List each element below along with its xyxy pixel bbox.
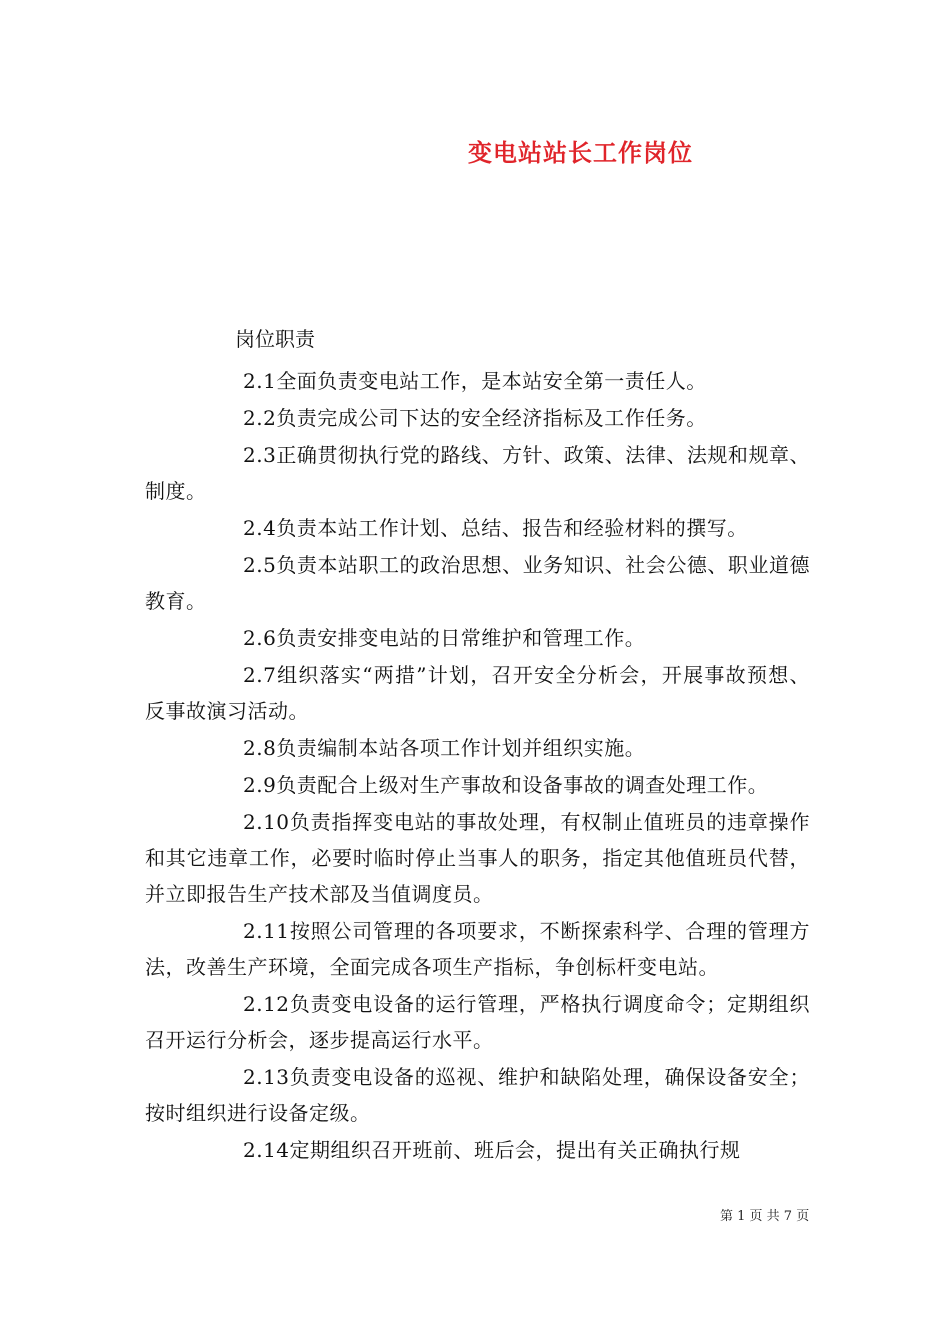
duty-item-text: 全面负责变电站工作，是本站安全第一责任人。	[276, 369, 707, 393]
duty-item	[145, 547, 810, 619]
duty-item	[145, 510, 810, 546]
section-heading: 岗位职责	[235, 327, 315, 351]
duty-item-number: 2.1	[243, 369, 277, 393]
duty-item	[145, 620, 810, 656]
duty-item-text: 负责完成公司下达的安全经济指标及工作任务。	[276, 406, 707, 430]
duty-item-number: 2.4	[243, 516, 277, 540]
duty-item-number: 2.11	[243, 919, 290, 943]
duty-item-text: 负责变电设备的巡视、维护和缺陷处理，确保设备安全；按时组织进行设备定级。	[145, 1065, 810, 1125]
duty-item	[145, 986, 810, 1058]
duty-item	[145, 913, 810, 985]
duty-item	[145, 400, 810, 436]
duty-item-text: 负责安排变电站的日常维护和管理工作。	[276, 626, 646, 650]
duty-item-text: 负责本站工作计划、总结、报告和经验材料的撰写。	[276, 516, 748, 540]
duty-item-number: 2.3	[243, 443, 277, 467]
page-footer: 第 1 页 共 7 页	[720, 1209, 810, 1224]
duty-item-number: 2.8	[243, 736, 277, 760]
duty-item-number: 2.6	[243, 626, 277, 650]
duty-item-number: 2.12	[243, 992, 290, 1016]
duty-item	[145, 363, 810, 399]
duty-item-text: 负责编制本站各项工作计划并组织实施。	[276, 736, 646, 760]
duty-item	[145, 437, 810, 509]
duty-item	[145, 1059, 810, 1131]
duty-item-number: 2.10	[243, 810, 290, 834]
duty-item-number: 2.9	[243, 773, 277, 797]
duty-item-number: 2.7	[243, 663, 277, 687]
duty-item-text: 组织落实“两措”计划，召开安全分析会，开展事故预想、反事故演习活动。	[145, 663, 810, 723]
duty-item-text: 负责指挥变电站的事故处理，有权制止值班员的违章操作和其它违章工作，必要时临时停止当事人的职务，指定其他值班员代替，并立即报告生产技术部及当值调度员。	[145, 810, 810, 906]
duty-item	[145, 1132, 810, 1168]
duty-item-number: 2.14	[243, 1138, 290, 1162]
duty-item	[145, 730, 810, 766]
duty-item-number: 2.13	[243, 1065, 290, 1089]
duty-item-text: 负责变电设备的运行管理，严格执行调度命令；定期组织召开运行分析会，逐步提高运行水平。	[145, 992, 810, 1052]
duty-item-text: 定期组织召开班前、班后会，提出有关正确执行规	[289, 1138, 741, 1162]
page-title: 变电站站长工作岗位	[468, 138, 693, 167]
duty-item-text: 负责本站职工的政治思想、业务知识、社会公德、职业道德教育。	[145, 553, 810, 613]
duty-item	[145, 804, 810, 912]
duty-list	[145, 363, 810, 1168]
duty-item-number: 2.5	[243, 553, 277, 577]
duty-item-text: 负责配合上级对生产事故和设备事故的调查处理工作。	[276, 773, 769, 797]
duty-item-text: 正确贯彻执行党的路线、方针、政策、法律、法规和规章、制度。	[145, 443, 810, 503]
duty-item-number: 2.2	[243, 406, 277, 430]
document-body	[145, 326, 810, 1169]
duty-item	[145, 767, 810, 803]
duty-item-text: 按照公司管理的各项要求，不断探索科学、合理的管理方法，改善生产环境，全面完成各项生产指标，争创标杆变电站。	[145, 919, 810, 979]
duty-item	[145, 657, 810, 729]
